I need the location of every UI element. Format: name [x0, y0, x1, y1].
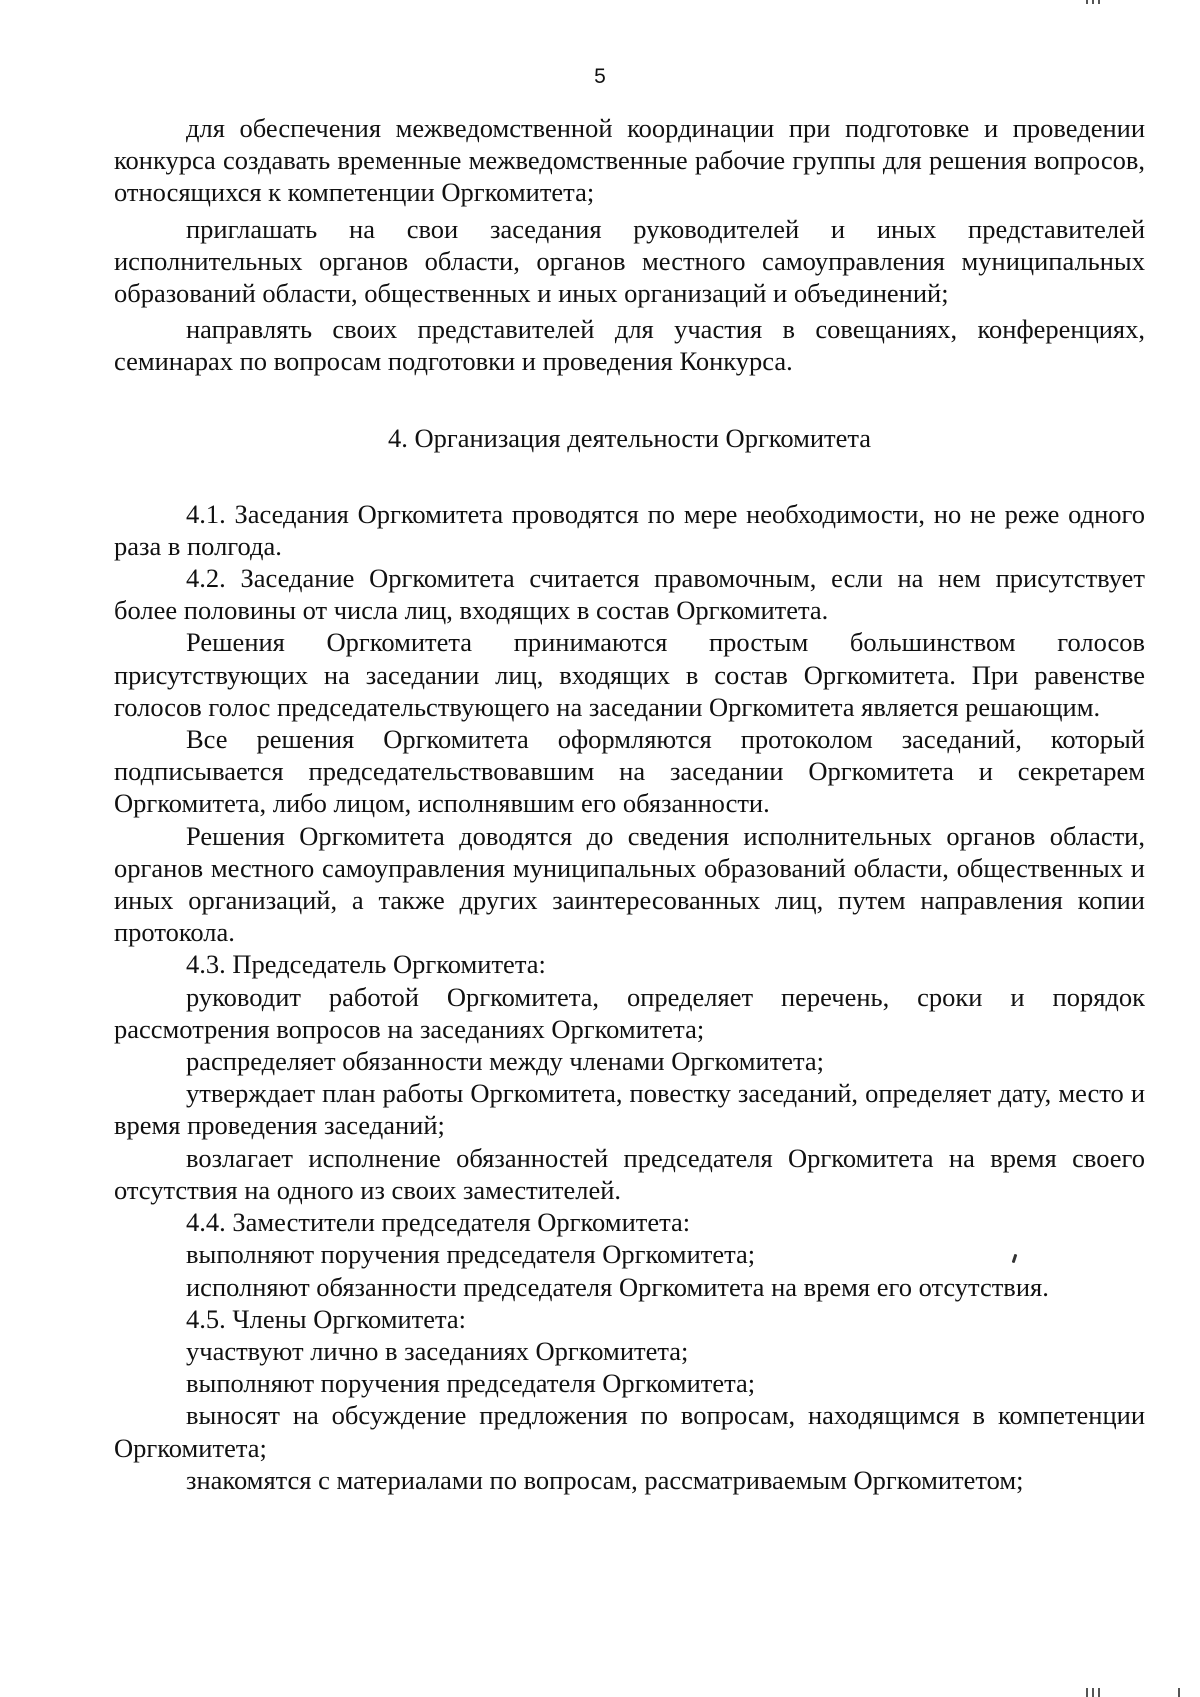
paragraph: руководит работой Оргкомитета, определяет перечень, сроки и порядок рассмотрения вопросов на заседаниях Оргкомитета; — [114, 981, 1145, 1044]
page-number: 5 — [594, 65, 606, 88]
paragraph: утверждает план работы Оргкомитета, повестку заседаний, определяет дату, место и время проведения заседаний; — [114, 1078, 1145, 1141]
paragraph: 4.4. Заместители председателя Оргкомитета: — [186, 1207, 691, 1238]
paragraph: выносят на обсуждение предложения по вопросам, находящимся в компетенции Оргкомитета; — [114, 1400, 1145, 1463]
paragraph: 4.3. Председатель Оргкомитета: — [186, 949, 546, 980]
paragraph: исполняют обязанности председателя Оргкомитета на время его отсутствия. — [186, 1271, 1049, 1302]
scan-edge-mark — [1086, 0, 1088, 4]
paragraph: направлять своих представителей для участия в совещаниях, конференциях, семинарах по вопросам подготовки и проведения Конкурса. — [114, 314, 1145, 377]
scan-edge-mark — [1092, 0, 1094, 4]
paragraph: выполняют поручения председателя Оргкомитета; — [186, 1239, 756, 1270]
paragraph: возлагает исполнение обязанностей председателя Оргкомитета на время своего отсутствия на одного из своих заместителей. — [114, 1142, 1145, 1205]
paragraph: выполняют поручения председателя Оргкомитета; — [186, 1368, 756, 1399]
paragraph: 4.2. Заседание Оргкомитета считается правомочным, если на нем присутствует более половины от числа лиц, входящих в состав Оргкомитета. — [114, 563, 1145, 626]
paragraph: Все решения Оргкомитета оформляются протоколом заседаний, который подписывается председательствовавшим на заседании Оргкомитета и секретарем Оргкомитета, либо лицом, исполнявшим его обязанности. — [114, 724, 1145, 819]
paragraph: 4.1. Заседания Оргкомитета проводятся по мере необходимости, но не реже одного раза в полгода. — [114, 498, 1145, 561]
paragraph: знакомятся с материалами по вопросам, рассматриваемым Оргкомитетом; — [186, 1464, 1024, 1495]
scan-edge-mark — [1178, 1688, 1180, 1697]
paragraph: участвуют лично в заседаниях Оргкомитета; — [186, 1335, 689, 1366]
paragraph: 4.5. Члены Оргкомитета: — [186, 1303, 467, 1334]
paragraph: для обеспечения межведомственной координации при подготовке и проведении конкурса создавать временные межведомственные рабочие группы для решения вопросов, относящихся к компетенции Оргкомитета; — [114, 113, 1145, 208]
scan-edge-mark — [1098, 1688, 1100, 1697]
scan-edge-mark — [1086, 1688, 1088, 1697]
scan-edge-mark — [1092, 1688, 1094, 1697]
section-heading: 4. Организация деятельности Оргкомитета — [387, 422, 872, 453]
paragraph: приглашать на свои заседания руководителей и иных представителей исполнительных органов области, органов местного самоуправления муниципальных образований области, общественных и иных организаций и объединений; — [114, 213, 1145, 309]
paragraph: Решения Оргкомитета доводятся до сведения исполнительных органов области, органов местного самоуправления муниципальных образований области, общественных и иных организаций, а также других заинтересованных лиц, путем направления копии протокола. — [114, 820, 1145, 948]
paragraph: распределяет обязанности между членами Оргкомитета; — [186, 1046, 825, 1077]
document-body — [114, 112, 1145, 1496]
paragraph: Решения Оргкомитета принимаются простым большинством голосов присутствующих на заседании лиц, входящих в состав Оргкомитета. При равенстве голосов голос председательствующего на заседании Оргкомитета является решающим. — [114, 627, 1145, 722]
scan-edge-mark — [1098, 0, 1100, 4]
